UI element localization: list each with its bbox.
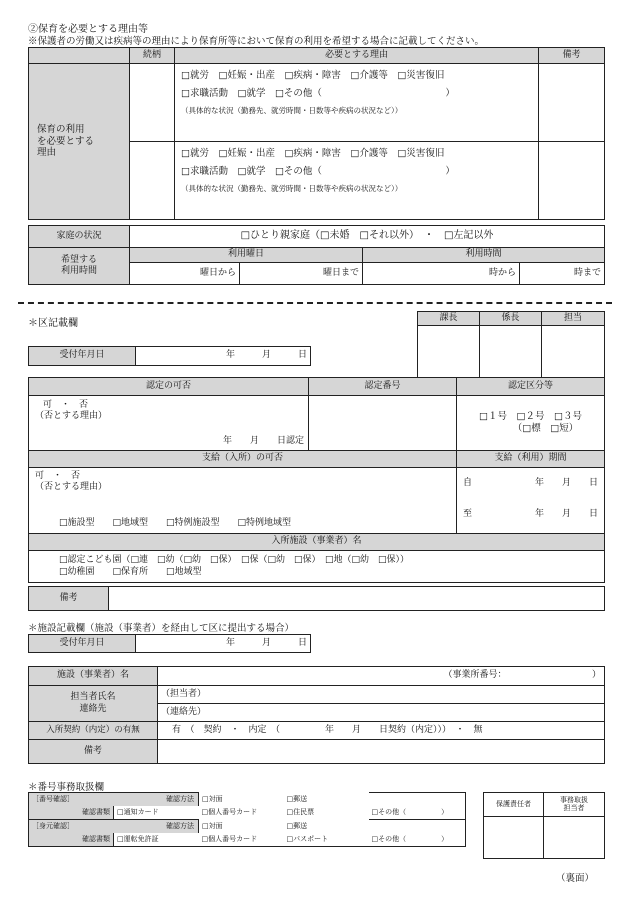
cert-date[interactable]: 年 月 日認定	[222, 435, 304, 446]
num-doc-2[interactable]: □個人番号カード	[201, 808, 258, 817]
id-check-label: ［身元確認］	[32, 821, 74, 830]
supply-types[interactable]: □施設型 □地域型 □特例施設型 □特例地域型	[59, 517, 292, 528]
facility-section-title: ＊施設記載欄（施設（事業者）を経由して区に提出する場合）	[28, 623, 295, 634]
stamp-kakaricho: 係長	[480, 312, 542, 326]
fac-person-label: 担当者氏名 連絡先	[29, 686, 158, 722]
relation-header: 続柄	[130, 48, 175, 64]
section2-title: ②保育を必要とする理由等	[28, 24, 148, 35]
time-from[interactable]: 時から	[363, 263, 520, 285]
num-doc-label: 確認書類	[29, 806, 114, 820]
reason-opts-2a[interactable]: □就労 □妊娠・出産 □疾病・障害 □介護等 □災害復旧	[181, 148, 445, 159]
id-method-blank	[369, 820, 466, 833]
resp-1-label: 保護責任者	[484, 793, 544, 817]
id-check-head	[29, 820, 199, 833]
id-doc-label: 確認書類	[29, 833, 114, 847]
stamp-tanto: 担当	[542, 312, 605, 326]
period-from-label: 自	[463, 478, 473, 488]
cert-class-cell[interactable]	[457, 396, 605, 451]
num-method-opt2[interactable]: □郵送	[286, 794, 308, 803]
period-cell[interactable]	[457, 468, 605, 534]
reason-cell-2[interactable]	[175, 142, 539, 220]
num-method-blank	[369, 793, 466, 806]
fac-received-label: 受付年月日	[29, 635, 136, 653]
reason-row-label: 保育の利用 を必要とする 理由	[29, 64, 130, 220]
fac-person-val[interactable]: （担当者）	[158, 686, 605, 704]
family-table	[28, 225, 605, 248]
id-doc-4[interactable]: □その他（ ）	[369, 833, 466, 847]
period-to-label: 至	[463, 509, 473, 519]
fac-name-label: 施設（事業者）名	[29, 667, 158, 686]
stamp-box-2[interactable]	[480, 326, 542, 381]
ward-remarks-table	[28, 586, 605, 611]
remarks-header: 備考	[539, 48, 605, 64]
resp-2-box[interactable]	[544, 817, 605, 859]
reason-table	[28, 47, 605, 220]
cert-class-header: 認定区分等	[457, 378, 605, 396]
section2-note: ※保護者の労働又は疾病等の理由により保育所等において保育の利用を希望する場合に記載してください。	[28, 36, 485, 47]
cut-line	[18, 302, 612, 304]
stamp-box-3[interactable]	[542, 326, 605, 381]
num-method-opt1[interactable]: □対面	[202, 794, 223, 803]
mynumber-table	[28, 792, 466, 847]
stamp-box-1[interactable]	[418, 326, 480, 381]
fac-received-table	[28, 634, 311, 653]
id-doc-2[interactable]: □個人番号カード	[199, 833, 284, 847]
mynumber-title: ＊番号事務取扱欄	[28, 782, 105, 793]
fac-received-date[interactable]: 年 月 日	[136, 635, 311, 653]
cert-reason-label: （否とする理由）	[35, 411, 108, 422]
cert-class-opts[interactable]: □１号 □２号 □３号	[479, 411, 582, 423]
fac-info-table	[28, 666, 605, 764]
num-check-label: ［番号確認］	[32, 794, 74, 803]
reason-cell-1[interactable]	[175, 64, 539, 142]
family-label: 家庭の状況	[29, 226, 130, 248]
facility-header: 入所施設（事業者）名	[29, 534, 605, 551]
reason-opts-1c: （具体的な状況（勤務先、就労時間・日数等や疾病の状況など））	[181, 105, 403, 115]
reason-opts-2b[interactable]: □求職活動 □就学 □その他（ ）	[181, 165, 455, 177]
reason-opts-1a[interactable]: □就労 □妊娠・出産 □疾病・障害 □介護等 □災害復旧	[181, 70, 445, 81]
ward-remarks-cell[interactable]	[109, 587, 605, 611]
supply-reason-label: （否とする理由）	[35, 482, 108, 493]
supply-ok[interactable]: 可 ・ 否	[35, 471, 81, 481]
ward-title: ＊区記載欄	[28, 318, 78, 329]
cert-cell[interactable]	[29, 396, 309, 451]
facility-cell[interactable]	[29, 551, 605, 583]
supply-header: 支給（入所）の可否	[29, 451, 457, 468]
day-header: 利用曜日	[130, 248, 363, 263]
period-from-date[interactable]: 年 月 日	[534, 478, 598, 488]
page-footer: （裏面）	[556, 873, 595, 884]
hope-table	[28, 247, 605, 285]
time-header: 利用時間	[363, 248, 605, 263]
ward-received-label: 受付年月日	[29, 347, 136, 366]
fac-remarks-label: 備考	[29, 740, 158, 764]
num-doc-4[interactable]: □その他（ ）	[369, 806, 466, 820]
num-doc-3[interactable]: □住民票	[286, 808, 315, 817]
fac-contact-val[interactable]: （連絡先）	[158, 704, 605, 722]
facility-line2[interactable]: □幼稚園 □保育所 □地域型	[59, 566, 202, 577]
ward-received-date[interactable]: 年 月 日	[136, 347, 311, 366]
id-doc-1[interactable]: □運転免許証	[114, 833, 199, 847]
num-doc-1[interactable]: □通知カード	[117, 807, 159, 816]
stamp-kacho: 課長	[418, 312, 480, 326]
day-from[interactable]: 曜日から	[130, 263, 240, 285]
time-to[interactable]: 時まで	[520, 263, 605, 285]
ward-received-table	[28, 346, 311, 366]
cert-header: 認定の可否	[29, 378, 309, 396]
relation-cell-2[interactable]	[130, 142, 175, 220]
num-method-label: 確認方法	[166, 794, 194, 803]
period-header: 支給（利用）期間	[457, 451, 605, 468]
fac-remarks-cell[interactable]	[158, 740, 605, 764]
day-to[interactable]: 曜日まで	[240, 263, 363, 285]
id-method-opt1[interactable]: □対面	[202, 821, 223, 830]
id-method-opt2[interactable]: □郵送	[286, 821, 308, 830]
cert-ok[interactable]: 可 ・ 否	[43, 400, 89, 410]
period-to-date[interactable]: 年 月 日	[534, 509, 598, 519]
cert-class-sub[interactable]: （□標 □短）	[512, 423, 579, 434]
fac-contract-val[interactable]: 有 （ 契約 ・ 内定 （ 年 月 日契約（内定））） ・ 無	[158, 722, 605, 740]
id-doc-3[interactable]: □パスポート	[284, 833, 369, 847]
fac-contract-label: 入所契約（内定）の有無	[29, 722, 158, 740]
family-options[interactable]: □ひとり親家庭（□未婚 □それ以外） ・ □左記以外	[130, 226, 605, 248]
supply-cell[interactable]	[29, 468, 457, 534]
facility-line1[interactable]: □認定こども園（□連 □幼（□幼 □保） □保（□幼 □保） □地（□幼 □保））	[59, 555, 410, 566]
reason-opts-1b[interactable]: □求職活動 □就学 □その他（ ）	[181, 87, 455, 99]
num-check-head	[29, 793, 199, 806]
resp-1-box[interactable]	[484, 817, 544, 859]
reason-header: 必要とする理由	[175, 48, 539, 64]
ward-remarks-label: 備考	[29, 587, 109, 611]
remarks-cell-1[interactable]	[539, 64, 605, 142]
cert-table	[28, 377, 605, 583]
fac-office-no[interactable]: （事業所番号： ）	[158, 667, 605, 686]
reason-opts-2c: （具体的な状況（勤務先、就労時間・日数等や疾病の状況など））	[181, 183, 403, 193]
reason-label-top	[29, 48, 130, 64]
resp-2-label: 事務取扱 担当者	[544, 793, 605, 817]
hope-label: 希望する 利用時間	[29, 248, 130, 285]
stamp-table	[417, 311, 605, 381]
responsible-table	[483, 792, 605, 859]
cert-no-cell[interactable]	[309, 396, 457, 451]
cert-no-header: 認定番号	[309, 378, 457, 396]
remarks-cell-2[interactable]	[539, 142, 605, 220]
relation-cell-1[interactable]	[130, 64, 175, 142]
id-method-label: 確認方法	[166, 821, 194, 830]
